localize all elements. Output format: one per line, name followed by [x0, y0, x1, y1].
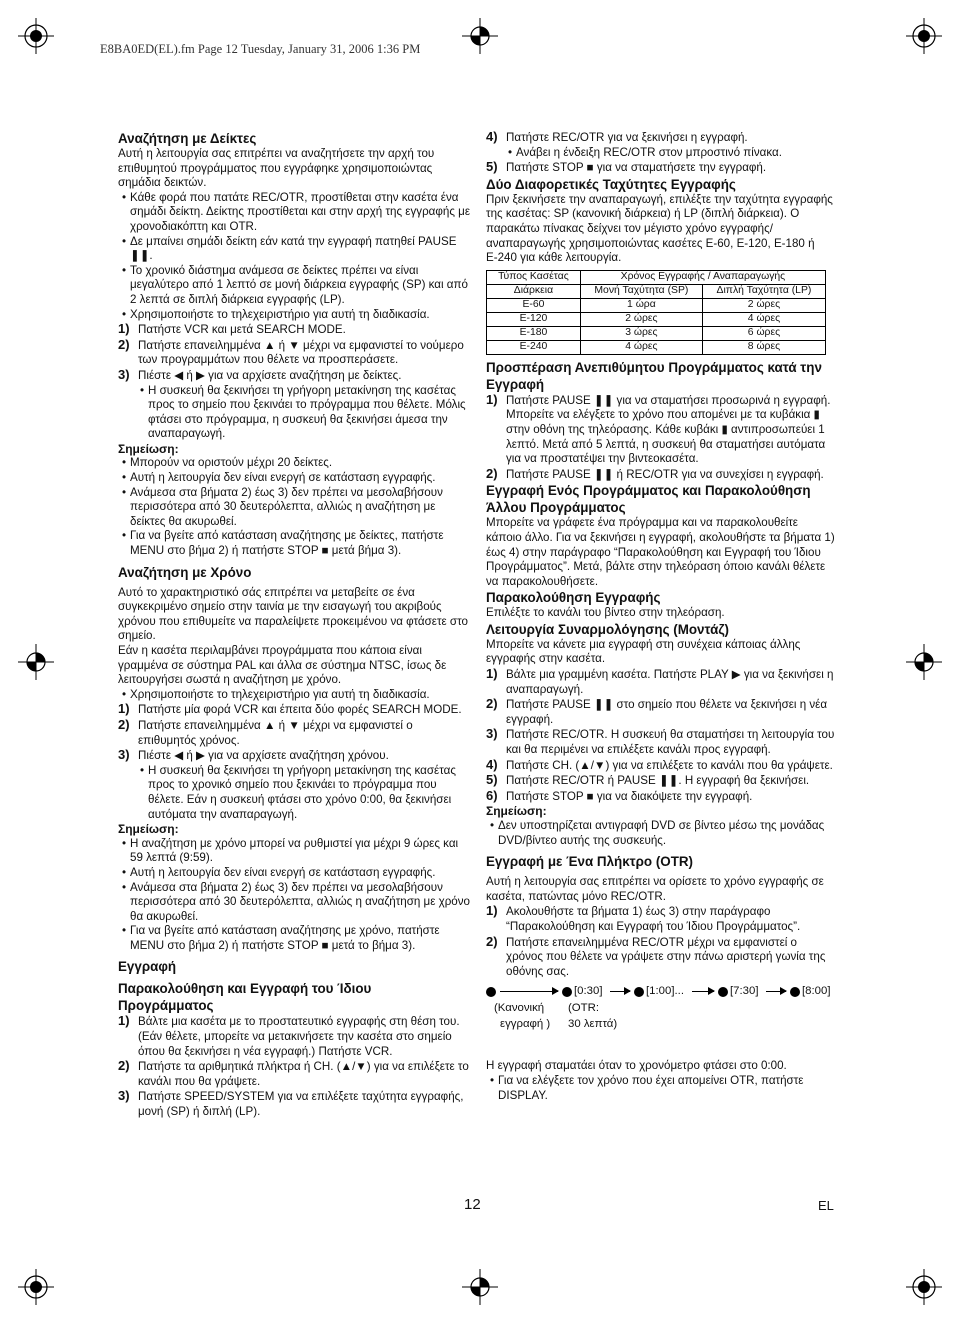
section-title: Προσπέραση Ανεπιθύμητου Προγράμματος κατά την Εγγραφή — [486, 359, 822, 392]
crop-target-icon — [906, 644, 942, 680]
bullet-item: • Χρησιμοποιήστε το τηλεχειριστήριο για αυτή τη διαδικασία. — [118, 308, 470, 323]
section-title: Παρακολούθηση Εγγραφής — [486, 590, 661, 606]
recording-time-table — [486, 270, 826, 355]
paragraph: Μπορείτε να κάνετε μια εγγραφή στη συνέχεια κάποιας άλλης εγγραφής στην κασέτα. — [486, 637, 801, 666]
bullet-item: • Ανάμεσα στα βήματα 2) έως 3) δεν πρέπει να μεσολαβήσουν περισσότερα από 30 δευτερόλεπτα, αλλιώς η αναζήτηση με χρόνο θα ακυρωθεί. — [118, 881, 470, 925]
dot-icon — [718, 987, 728, 997]
bullet-item: • Χρησιμοποιήστε το τηλεχειριστήριο για αυτή τη διαδικασία. — [118, 688, 470, 703]
section-title: Εγγραφή — [118, 959, 177, 975]
crop-target-icon — [18, 644, 54, 680]
section-title: Λειτουργία Συναρμολόγησης (Μοντάζ) — [486, 621, 729, 637]
arrow-icon — [692, 991, 714, 992]
print-header: E8BA0ED(EL).fm Page 12 Tuesday, January 31, 2006 1:36 PM — [100, 42, 421, 56]
note-heading: Σημείωση: — [118, 441, 179, 456]
step-item: 1) Πατήστε VCR και μετά SEARCH MODE. — [118, 321, 346, 337]
paragraph: Αυτή η λειτουργία σας επιτρέπει να ορίσετε το χρόνο εγγραφής σε κασέτα, πατώντας μόνο REC/OTR. — [486, 875, 824, 903]
table-cell: Ε-60 — [487, 298, 581, 312]
paragraph: Πριν ξεκινήσετε την αναπαραγωγή, επιλέξτε την ταχύτητα εγγραφής της κασέτας: SP (κανονική διάρκεια) ή LP (διπλή διάρκεια). Ο παρακάτω πίνακας δείχνει τον μέγιστο χρόνο εγγραφής/αναπαραγωγής χρησιμοποιώντας κασέτες Ε-60, Ε-120, Ε-180 ή Ε-240 για κάθε λειτουργία. — [486, 192, 833, 265]
paragraph: Αυτό το χαρακτηριστικό σάς επιτρέπει να μεταβείτε σε ένα συγκεκριμένο σημείο στην ταινία με την εισαγωγή του ακριβούς χρόνου που επιθυμείτε να παραλείψετε προκειμένου να φτάσετε στο σημείο. — [118, 585, 468, 643]
timer-caption: εγγραφή ) — [500, 1018, 551, 1031]
step-item: 3) Πιέστε ◀ ή ▶ για να αρχίσετε αναζήτηση χρόνου. — [118, 747, 389, 763]
table-header-cell: Χρόνος Εγγραφής / Αναπαραγωγής — [580, 270, 825, 284]
registration-mark-icon — [18, 1269, 54, 1305]
bullet-item: • Αυτή η λειτουργία δεν είναι ενεργή σε κατάσταση εγγραφής. — [118, 866, 470, 881]
language-code: EL — [818, 1198, 834, 1213]
bullet-item: • Ανάμεσα στα βήματα 2) έως 3) δεν πρέπει να μεσολαβήσουν περισσότερα από 30 δευτερόλεπτα, αλλιώς η αναζήτηση με δείκτες θα ακυρωθεί. — [118, 486, 470, 530]
paragraph: Η εγγραφή σταματάει όταν το χρονόμετρο φτάσει στο 0:00. — [486, 1059, 787, 1073]
table-row — [487, 340, 826, 354]
registration-mark-icon — [906, 1269, 942, 1305]
step-item: 1) Βάλτε μια κασέτα με το προστατευτικό εγγραφής στη θέση του. (Εάν θέλετε, μπορείτε να μετακινήσετε την κασέτα στο σημείο όπου θα ξεκινήσει η νέα εγγραφή.) Πατήστε VCR. — [118, 1013, 460, 1058]
table-header-cell: Διάρκεια — [487, 284, 581, 298]
dot-icon — [634, 987, 644, 997]
section-title: Αναζήτηση με Χρόνο — [118, 564, 252, 580]
step-item: 1) Βάλτε μια γραμμένη κασέτα. Πατήστε PLAY ▶ για να ξεκινήσει η αναπαραγωγή. — [486, 666, 834, 696]
table-cell: 6 ώρες — [702, 326, 825, 340]
step-item: 3) Πατήστε REC/OTR. Η συσκευή θα σταματήσει τη λειτουργία του και θα περιμένει να επιλέξετε κανάλι προς εγγραφή. — [486, 726, 835, 757]
paragraph: Μπορείτε να γράφετε ένα πρόγραμμα και να παρακολουθείτε κάποιο άλλο. Για να ξεκινήσει η εγγραφή, ακολουθήστε τα βήματα 1) έως 4) στην παράγραφο “Παρακολούθηση και Εγγραφή του Ίδιου Προγράμματος”. Μετά, βάλτε στην τηλεόραση όποιο κανάλι θέλετε να παρακολουθήσετε. — [486, 516, 835, 588]
table-cell: 4 ώρες — [580, 340, 702, 354]
section-title: Εγγραφή με Ένα Πλήκτρο (OTR) — [486, 854, 694, 870]
bullet-item: • Αυτή η λειτουργία δεν είναι ενεργή σε κατάσταση εγγραφής. — [118, 471, 470, 486]
dot-icon — [486, 987, 496, 997]
step-item: 5) Πατήστε REC/OTR ή PAUSE ❚❚. Η εγγραφή θα ξεκινήσει. — [486, 772, 810, 788]
bullet-item: • Δεν υποστηρίζεται αντιγραφή DVD σε βίντεο μέσω της μονάδας DVD/βίντεο αυτής της συσκευής. — [486, 819, 836, 848]
step-item: 2) Πατήστε τα αριθμητικά πλήκτρα ή CH. (▲/▼) για να επιλέξετε το κανάλι που θα γράψετε. — [118, 1058, 469, 1088]
table-header-cell: Διπλή Ταχύτητα (LP) — [702, 284, 825, 298]
timer-caption: 30 λεπτά) — [568, 1018, 618, 1031]
table-cell: 8 ώρες — [702, 340, 825, 354]
right-column — [486, 130, 836, 1103]
step-item: 1) Πατήστε μία φορά VCR και έπειτα δύο φορές SEARCH MODE. — [118, 701, 462, 717]
timer-caption: (OTR: — [568, 1002, 600, 1015]
step-item: 2) Πατήστε PAUSE ❚❚ στο σημείο που θέλετε να ξεκινήσει η νέα εγγραφή. — [486, 696, 828, 726]
sub-bullet-item: • Η συσκευή θα ξεκινήσει τη γρήγορη μετακίνηση της κασέτας προς το χρονικό σημείο που ξεκινάει το πρόγραμμα που θέλετε. Εάν η συσκευή φτάσει στο χρόνο 0:00, θα ξεκινήσει αυτόματα την αναπαραγωγή. — [118, 764, 470, 822]
arrow-icon — [766, 991, 786, 992]
step-item: 2) Πατήστε επανειλημμένα ▲ ή ▼ μέχρι να εμφανιστεί ο επιθυμητός χρόνος. — [118, 716, 413, 747]
registration-mark-icon — [18, 18, 54, 54]
bullet-item: • Για να ελέγξετε τον χρόνο που έχει απομείνει OTR, πατήστε DISPLAY. — [486, 1074, 836, 1103]
step-item: 2) Πατήστε PAUSE ❚❚ ή REC/OTR για να συνεχίσει η εγγραφή. — [486, 465, 824, 481]
crop-target-icon — [462, 1269, 498, 1305]
table-cell: Ε-180 — [487, 326, 581, 340]
bullet-item: • Η αναζήτηση με χρόνο μπορεί να ρυθμιστεί για μέχρι 9 ώρες και 59 λεπτά (9:59). — [118, 837, 470, 866]
paragraph: Μπορείτε να ελέγξετε το χρόνο που απομένει με τα κυβάκια ▮ στην οθόνη της τηλεόρασης. Κάθε κυβάκι ▮ αντιπροσωπεύει 1 λεπτό. Μετά από 5 λεπτά, η συσκευή θα σταματήσει αυτόματα για να προστατέψει την βιντεοκασέτα. — [506, 408, 826, 466]
otr-timer-diagram — [486, 983, 836, 1041]
table-cell: 2 ώρες — [702, 298, 825, 312]
table-cell: 2 ώρες — [580, 312, 702, 326]
table-header-row — [487, 270, 826, 284]
section-title: Εγγραφή Ενός Προγράμματος και Παρακολούθηση Άλλου Προγράμματος — [486, 483, 811, 516]
arrow-icon — [500, 991, 558, 992]
table-header-cell: Μονή Ταχύτητα (SP) — [580, 284, 702, 298]
table-cell: 4 ώρες — [702, 312, 825, 326]
timer-value: [7:30] — [730, 985, 759, 998]
step-item: 6) Πατήστε STOP ■ για να διακόψετε την εγγραφή. — [486, 787, 753, 803]
section-title: Δύο Διαφορετικές Ταχύτητες Εγγραφής — [486, 176, 736, 192]
step-item: 4) Πατήστε REC/OTR για να ξεκινήσει η εγγραφή. — [486, 129, 748, 144]
dot-icon — [562, 987, 572, 997]
paragraph: Αυτή η λειτουργία σας επιτρέπει να αναζητήσετε την αρχή του επιθυμητού προγράμματος που εγγράφηκε χρησιμοποιώντας σημάδια δεικτών. — [118, 147, 435, 190]
crop-target-icon — [462, 18, 498, 54]
step-item: 4) Πατήστε CH. (▲/▼) για να επιλέξετε το κανάλι που θα γράψετε. — [486, 756, 833, 772]
step-item: 3) Πιέστε ◀ ή ▶ για να αρχίσετε αναζήτηση με δείκτες. — [118, 366, 402, 382]
bullet-item: • Για να βγείτε από κατάσταση αναζήτησης με δείκτες, πατήστε MENU στο βήμα 2) ή πατήστε STOP ■ μετά βήμα 3). — [118, 529, 470, 558]
table-header-row — [487, 284, 826, 298]
bullet-item: • Κάθε φορά που πατάτε REC/OTR, προστίθεται στην κασέτα ένα σημάδι δείκτη. Δείκτης προστίθεται και στην αρχή της εγγραφής με χρονοδιακόπτη και OTR. — [118, 191, 470, 235]
table-row — [487, 298, 826, 312]
bullet-item: • Για να βγείτε από κατάσταση αναζήτησης με χρόνο, πατήστε MENU στο βήμα 2) ή πατήστε STOP ■ μετά το βήμα 3). — [118, 924, 470, 953]
page-number: 12 — [464, 1196, 481, 1213]
step-item: 5) Πατήστε STOP ■ για να σταματήσετε την εγγραφή. — [486, 159, 767, 175]
table-cell: Ε-120 — [487, 312, 581, 326]
paragraph: Εάν η κασέτα περιλαμβάνει προγράμματα που κάποια είναι γραμμένα σε σύστημα PAL και άλλα σε σύστημα NTSC, ίσως δε λειτουργήσει σωστά η αναζήτηση με χρόνο. — [118, 644, 447, 687]
timer-value: [0:30] — [574, 985, 603, 998]
sub-bullet-item: • Η συσκευή θα ξεκινήσει τη γρήγορη μετακίνηση της κασέτας προς το σημείο που ξεκινάει το πρόγραμμα που θέλετε. Μόλις φτάσει στο πρόγραμμα, η συσκευή θα ξεκινήσει άμεσα την αναπαραγωγή. — [118, 384, 470, 442]
section-title: Αναζήτηση με Δείκτες — [118, 131, 257, 146]
note-heading: Σημείωση: — [486, 804, 547, 819]
step-item: 2) Πατήστε επανειλημμένα ▲ ή ▼ μέχρι να εμφανιστεί το νούμερο των προγραμμάτων που θέλετε να προσπεράσετε. — [118, 336, 464, 367]
bullet-item: • Δε μπαίνει σημάδι δείκτη εάν κατά την εγγραφή πατηθεί PAUSE ❚❚. — [118, 235, 470, 264]
table-cell: 1 ώρα — [580, 298, 702, 312]
subsection-title: Παρακολούθηση και Εγγραφή του Ίδιου Προγράμματος — [118, 981, 372, 1014]
timer-value: [8:00] — [802, 985, 831, 998]
timer-value: [1:00]... — [646, 985, 684, 998]
table-cell: Ε-240 — [487, 340, 581, 354]
table-header-cell: Τύπος Κασέτας — [487, 270, 581, 284]
step-item: 1) Πατήστε PAUSE ❚❚ για να σταματήσει προσωρινά η εγγραφή. — [486, 391, 831, 407]
step-item: 3) Πατήστε SPEED/SYSTEM για να επιλέξετε ταχύτητα εγγραφής, μονή (SP) ή διπλή (LP). — [118, 1088, 464, 1119]
note-heading: Σημείωση: — [118, 822, 179, 837]
paragraph: Επιλέξτε το κανάλι του βίντεο στην τηλεόραση. — [486, 606, 725, 620]
bullet-item: • Το χρονικό διάστημα ανάμεσα σε δείκτες πρέπει να είναι μεγαλύτερο από 1 λεπτό σε μονή διάρκεια εγγραφής (SP) και από 2 λεπτά σε διπλή διάρκεια εγγραφής (LP). — [118, 264, 470, 308]
table-cell: 3 ώρες — [580, 326, 702, 340]
table-row — [487, 326, 826, 340]
step-item: 2) Πατήστε επανειλημμένα REC/OTR μέχρι να εμφανιστεί ο χρόνος που θέλετε να γράψετε στην πάνω αριστερή γωνία της οθόνης σας. — [486, 933, 826, 978]
step-item: 1) Ακολουθήστε τα βήματα 1) έως 3) στην παράγραφο “Παρακολούθηση και Εγγραφή του Ίδιου Προγράμματος”. — [486, 903, 801, 933]
bullet-item: • Μπορούν να οριστούν μέχρι 20 δείκτες. — [118, 456, 470, 471]
left-column — [118, 130, 470, 1120]
arrow-icon — [610, 991, 630, 992]
dot-icon — [790, 987, 800, 997]
registration-mark-icon — [906, 18, 942, 54]
timer-caption: (Κανονική — [494, 1002, 545, 1015]
table-row — [487, 312, 826, 326]
sub-bullet-item: • Ανάβει η ένδειξη REC/OTR στον μπροστινό πίνακα. — [486, 146, 836, 161]
